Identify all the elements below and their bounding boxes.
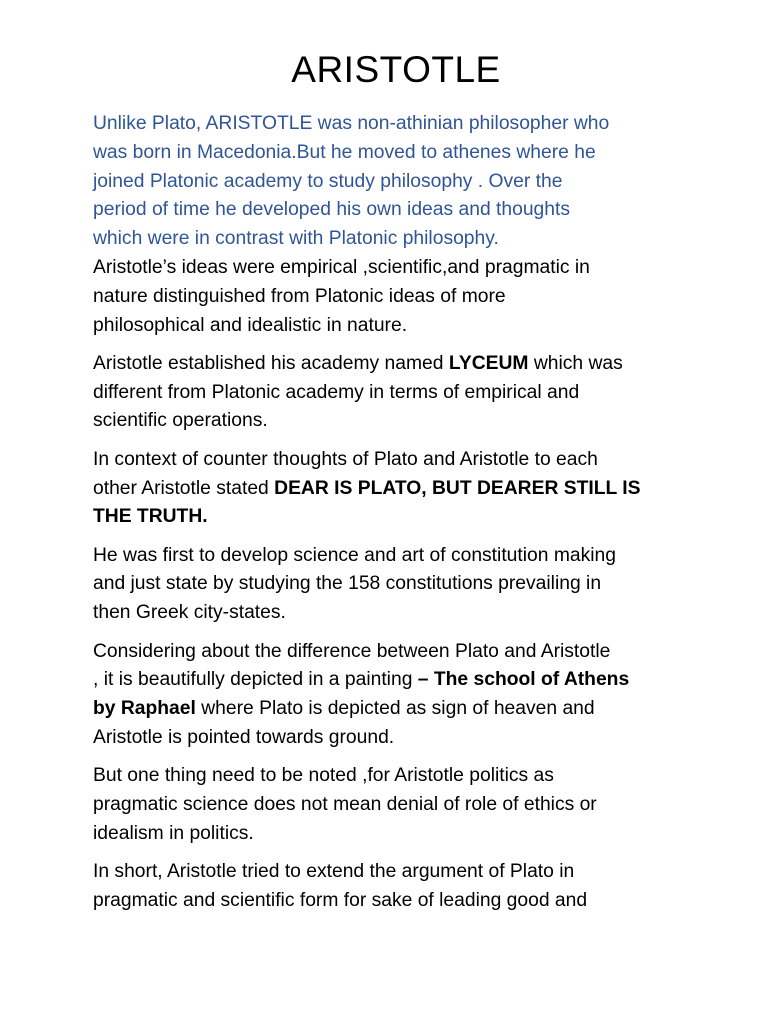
paragraph-constitution [93,542,693,628]
text-line [93,350,693,379]
bold-term-lyceum: LYCEUM [448,352,529,374]
paragraph-quote [93,446,693,532]
text-line: was born in Macedonia.But he moved to athenes where he [93,141,596,163]
text-line: and just state by studying the 158 constitutions prevailing in [93,573,602,595]
text-line: In short, Aristotle tried to extend the argument of Plato in [93,861,575,883]
paragraph-intro [93,110,693,254]
bold-painting-artist: by Raphael [93,698,196,720]
bold-painting-title: – The school of Athens [417,669,630,691]
text-line: In context of counter thoughts of Plato and Aristotle to each [93,448,598,470]
text-line: pragmatic and scientific form for sake of leading good and [93,889,588,911]
text-run: where Plato is depicted as sign of heaven and [195,698,595,720]
paragraph-lyceum [93,350,693,436]
text-line: scientific operations. [93,410,268,432]
text-line: nature distinguished from Platonic ideas of more [93,285,506,307]
paragraph-painting [93,638,693,753]
text-line: But one thing need to be noted ,for Aristotle politics as [93,765,554,787]
text-line: which were in contrast with Platonic philosophy. [93,228,499,250]
text-line: different from Platonic academy in terms of empirical and [93,381,580,403]
text-line: pragmatic science does not mean denial of role of ethics or [93,794,597,816]
page-title: ARISTOTLE [291,49,501,90]
text-line [93,695,693,724]
text-line: then Greek city-states. [93,602,286,624]
paragraph-empirical [93,254,693,340]
text-line: philosophical and idealistic in nature. [93,314,408,336]
text-run: which was [528,352,623,374]
text-line: He was first to develop science and art of constitution making [93,544,617,566]
text-run: Aristotle established his academy named [93,352,449,374]
bold-quote: THE TRUTH. [93,506,208,528]
text-line: Unlike Plato, ARISTOTLE was non-athinian philosopher who [93,113,610,134]
paragraph-ethics [93,762,693,848]
text-line: period of time he developed his own ideas and thoughts [93,199,571,221]
text-line [93,503,693,532]
text-line: Considering about the difference between Plato and Aristotle [93,640,611,662]
text-line [93,666,693,695]
text-run: other Aristotle stated [93,477,275,499]
bold-quote: DEAR IS PLATO, BUT DEARER STILL IS [274,477,641,499]
text-line: Aristotle’s ideas were empirical ,scientific,and pragmatic in [93,256,590,278]
text-line [93,475,693,504]
text-line: joined Platonic academy to study philosophy . Over the [93,170,563,192]
paragraph-summary [93,858,693,916]
text-line: Aristotle is pointed towards ground. [93,726,395,748]
document-body [93,110,693,925]
text-line: idealism in politics. [93,822,254,844]
text-run: , it is beautifully depicted in a painting [93,669,418,691]
